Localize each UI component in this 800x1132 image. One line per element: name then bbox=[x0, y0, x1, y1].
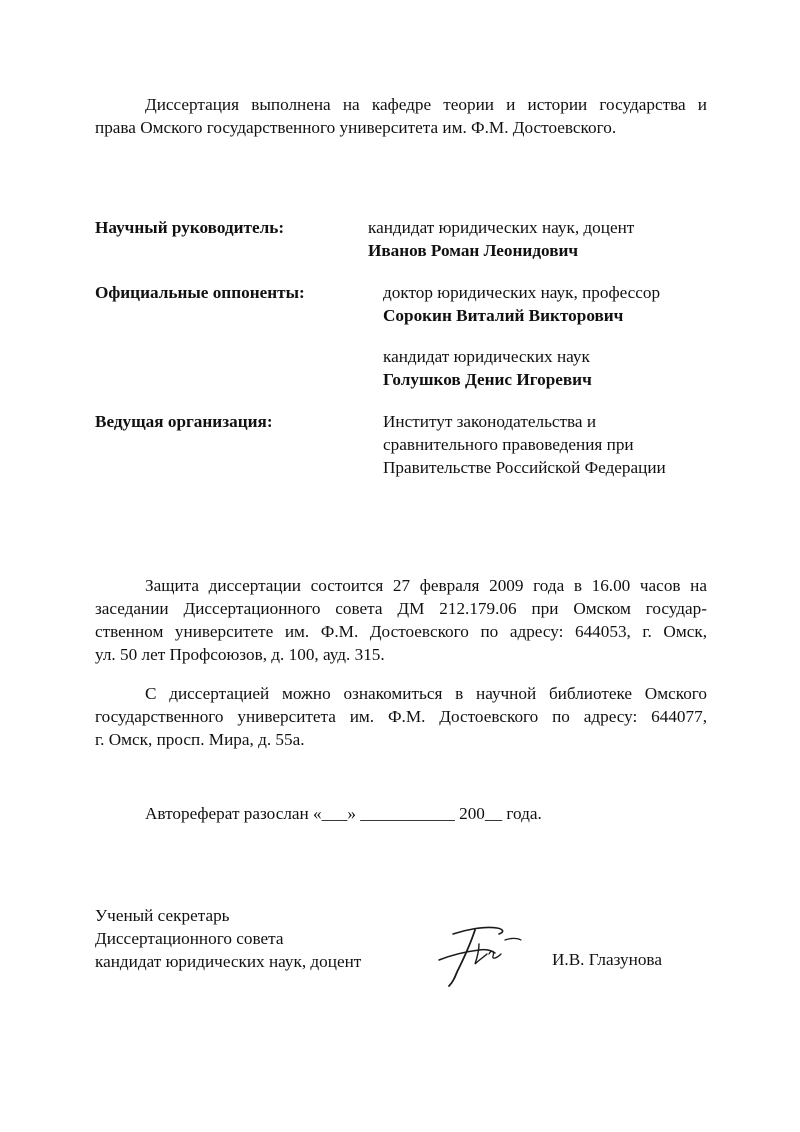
opponent-2-value bbox=[383, 345, 592, 391]
leading-org-line-1: Институт законодательства и bbox=[383, 412, 597, 431]
library-line-1: С диссертацией можно ознакомиться в научной библиотеке Омского bbox=[145, 684, 707, 703]
library-line-3: г. Омск, просп. Мира, д. 55а. bbox=[95, 730, 305, 749]
defense-paragraph bbox=[95, 574, 707, 666]
opponent-1-degree: доктор юридических наук, профессор bbox=[383, 283, 661, 302]
library-line-2: государственного университета им. Ф.М. Достоевского по адресу: 644077, bbox=[95, 707, 707, 726]
leading-org-line-3: Правительстве Российской Федерации bbox=[383, 458, 666, 477]
secretary-block bbox=[95, 904, 361, 973]
secretary-degree: кандидат юридических наук, доцент bbox=[95, 952, 362, 971]
supervisor-degree: кандидат юридических наук, доцент bbox=[368, 218, 635, 237]
intro-line-2: права Омского государственного университета им. Ф.М. Достоевского. bbox=[95, 118, 617, 137]
handwritten-signature bbox=[435, 920, 525, 990]
library-paragraph bbox=[95, 682, 707, 751]
leading-org-line-2: сравнительного правоведения при bbox=[383, 435, 634, 454]
intro-paragraph bbox=[95, 93, 707, 139]
defense-line-2: заседании Диссертационного совета ДМ 212.179.06 при Омском государ- bbox=[95, 599, 707, 618]
supervisor-value bbox=[368, 216, 634, 262]
opponents-label: Официальные оппоненты: bbox=[95, 283, 305, 302]
secretary-council: Диссертационного совета bbox=[95, 929, 284, 948]
secretary-title: Ученый секретарь bbox=[95, 906, 230, 925]
sent-date-line: Автореферат разослан «___» ___________ 200__ года. bbox=[145, 804, 542, 823]
leading-org-label: Ведущая организация: bbox=[95, 412, 273, 431]
opponent-2-name: Голушков Денис Игоревич bbox=[383, 370, 592, 389]
opponent-1-value bbox=[383, 281, 660, 327]
opponent-1-name: Сорокин Виталий Викторович bbox=[383, 306, 624, 325]
defense-line-1: Защита диссертации состоится 27 февраля 2009 года в 16.00 часов на bbox=[145, 576, 707, 595]
defense-line-4: ул. 50 лет Профсоюзов, д. 100, ауд. 315. bbox=[95, 645, 385, 664]
supervisor-label: Научный руководитель: bbox=[95, 218, 285, 237]
defense-line-3: ственном университете им. Ф.М. Достоевского по адресу: 644053, г. Омск, bbox=[95, 622, 707, 641]
leading-org-value bbox=[383, 410, 666, 479]
supervisor-name: Иванов Роман Леонидович bbox=[368, 241, 579, 260]
opponent-2-degree: кандидат юридических наук bbox=[383, 347, 590, 366]
secretary-name: И.В. Глазунова bbox=[552, 950, 662, 969]
intro-line-1: Диссертация выполнена на кафедре теории и истории государства и bbox=[145, 95, 707, 114]
